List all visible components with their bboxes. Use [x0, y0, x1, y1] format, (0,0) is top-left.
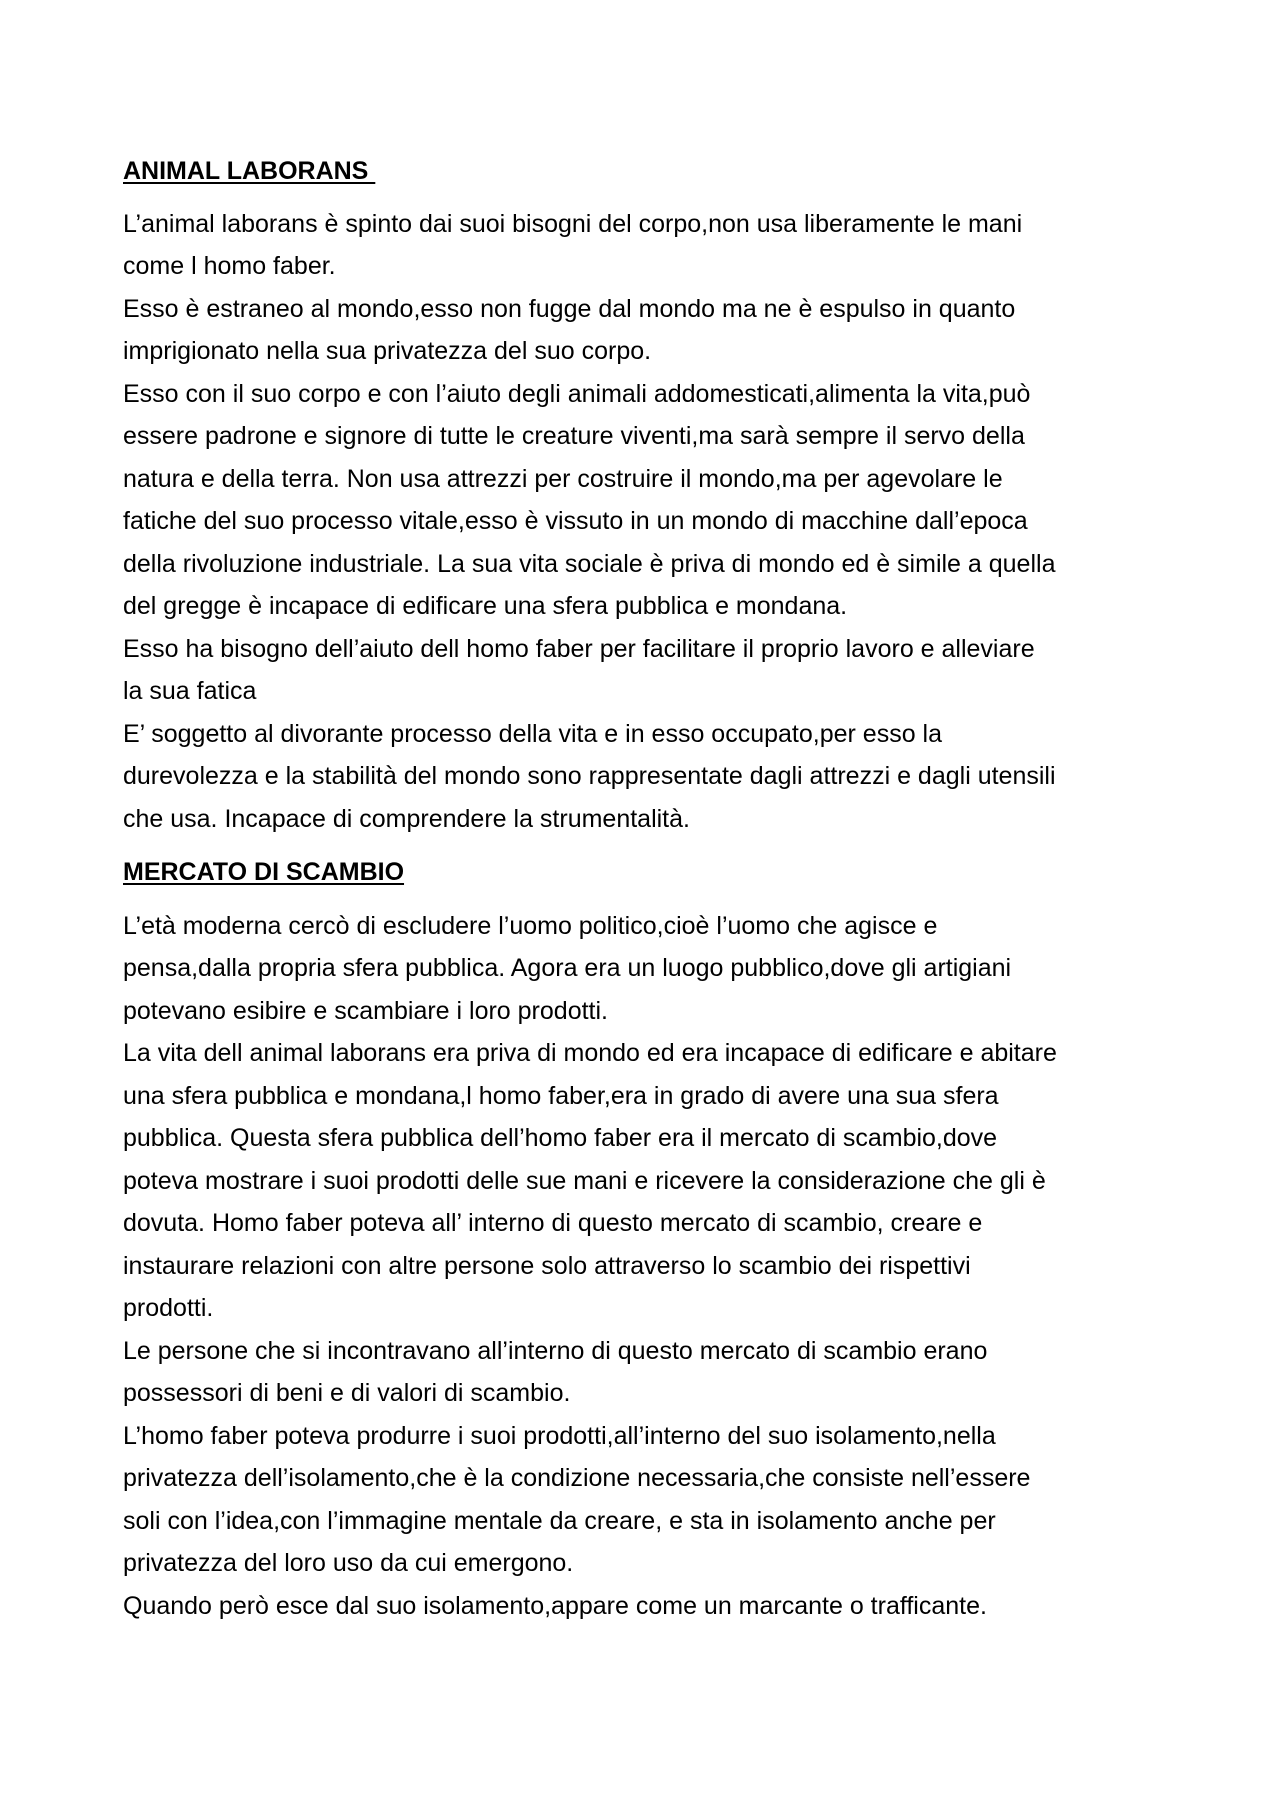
text-line: privatezza del loro uso da cui emergono. — [123, 1549, 574, 1577]
text-line: della rivoluzione industriale. La sua vita sociale è priva di mondo ed è simile a quella — [123, 549, 1056, 578]
text-line: Esso è estraneo al mondo,esso non fugge dal mondo ma ne è espulso in quanto — [123, 294, 1016, 323]
text-line: imprigionato nella sua privatezza del suo corpo. — [123, 337, 652, 365]
text-line: la sua fatica — [123, 677, 257, 705]
text-line: dovuta. Homo faber poteva all’ interno di questo mercato di scambio, creare e — [123, 1209, 983, 1237]
text-line: come l homo faber. — [123, 252, 336, 280]
text-line: durevolezza e la stabilità del mondo sono rappresentate dagli attrezzi e dagli utensili — [123, 762, 1056, 790]
text-line: possessori di beni e di valori di scambio. — [123, 1379, 571, 1407]
text-line: che usa. Incapace di comprendere la strumentalità. — [123, 804, 690, 833]
text-line: Le persone che si incontravano all’interno di questo mercato di scambio erano — [123, 1336, 988, 1365]
section-paragraph-mercato-di-scambio — [123, 905, 1173, 1628]
document-body — [123, 150, 1173, 1627]
text-line: E’ soggetto al divorante processo della vita e in esso occupato,per esso la — [123, 719, 943, 748]
section-heading-mercato-di-scambio: MERCATO DI SCAMBIO — [123, 858, 405, 886]
text-line: Esso con il suo corpo e con l’aiuto degli animali addomesticati,alimenta la vita,può — [123, 379, 1031, 408]
section-paragraph-animal-laborans — [123, 203, 1173, 841]
text-line: potevano esibire e scambiare i loro prodotti. — [123, 996, 608, 1025]
text-line: La vita dell animal laborans era priva di mondo ed era incapace di edificare e abitare — [123, 1039, 1057, 1067]
text-line: Quando però esce dal suo isolamento,appare come un marcante o trafficante. — [123, 1591, 987, 1620]
text-line: poteva mostrare i suoi prodotti delle sue mani e ricevere la considerazione che gli è — [123, 1166, 1046, 1195]
text-line: pubblica. Questa sfera pubblica dell’homo faber era il mercato di scambio,dove — [123, 1124, 998, 1152]
text-line: del gregge è incapace di edificare una sfera pubblica e mondana. — [123, 592, 848, 620]
text-line: una sfera pubblica e mondana,l homo faber,era in grado di avere una sua sfera — [123, 1081, 999, 1110]
text-line: Esso ha bisogno dell’aiuto dell homo faber per facilitare il proprio lavoro e alleviare — [123, 634, 1035, 663]
text-line: instaurare relazioni con altre persone solo attraverso lo scambio dei rispettivi — [123, 1251, 971, 1280]
text-line: privatezza dell’isolamento,che è la condizione necessaria,che consiste nell’essere — [123, 1464, 1031, 1492]
text-line: prodotti. — [123, 1294, 214, 1322]
text-line: L’homo faber poteva produrre i suoi prodotti,all’interno del suo isolamento,nella — [123, 1421, 996, 1450]
text-line: fatiche del suo processo vitale,esso è vissuto in un mondo di macchine dall’epoca — [123, 507, 1028, 535]
text-line: essere padrone e signore di tutte le creature viventi,ma sarà sempre il servo della — [123, 422, 1025, 450]
text-line: soli con l’idea,con l’immagine mentale da creare, e sta in isolamento anche per — [123, 1506, 996, 1535]
text-line: natura e della terra. Non usa attrezzi per costruire il mondo,ma per agevolare le — [123, 464, 1003, 493]
text-line: pensa,dalla propria sfera pubblica. Agora era un luogo pubblico,dove gli artigiani — [123, 954, 1012, 982]
text-line: L’età moderna cercò di escludere l’uomo politico,cioè l’uomo che agisce e — [123, 911, 938, 940]
text-line: L’animal laborans è spinto dai suoi bisogni del corpo,non usa liberamente le mani — [123, 209, 1023, 238]
section-heading-animal-laborans: ANIMAL LABORANS — [123, 157, 376, 185]
